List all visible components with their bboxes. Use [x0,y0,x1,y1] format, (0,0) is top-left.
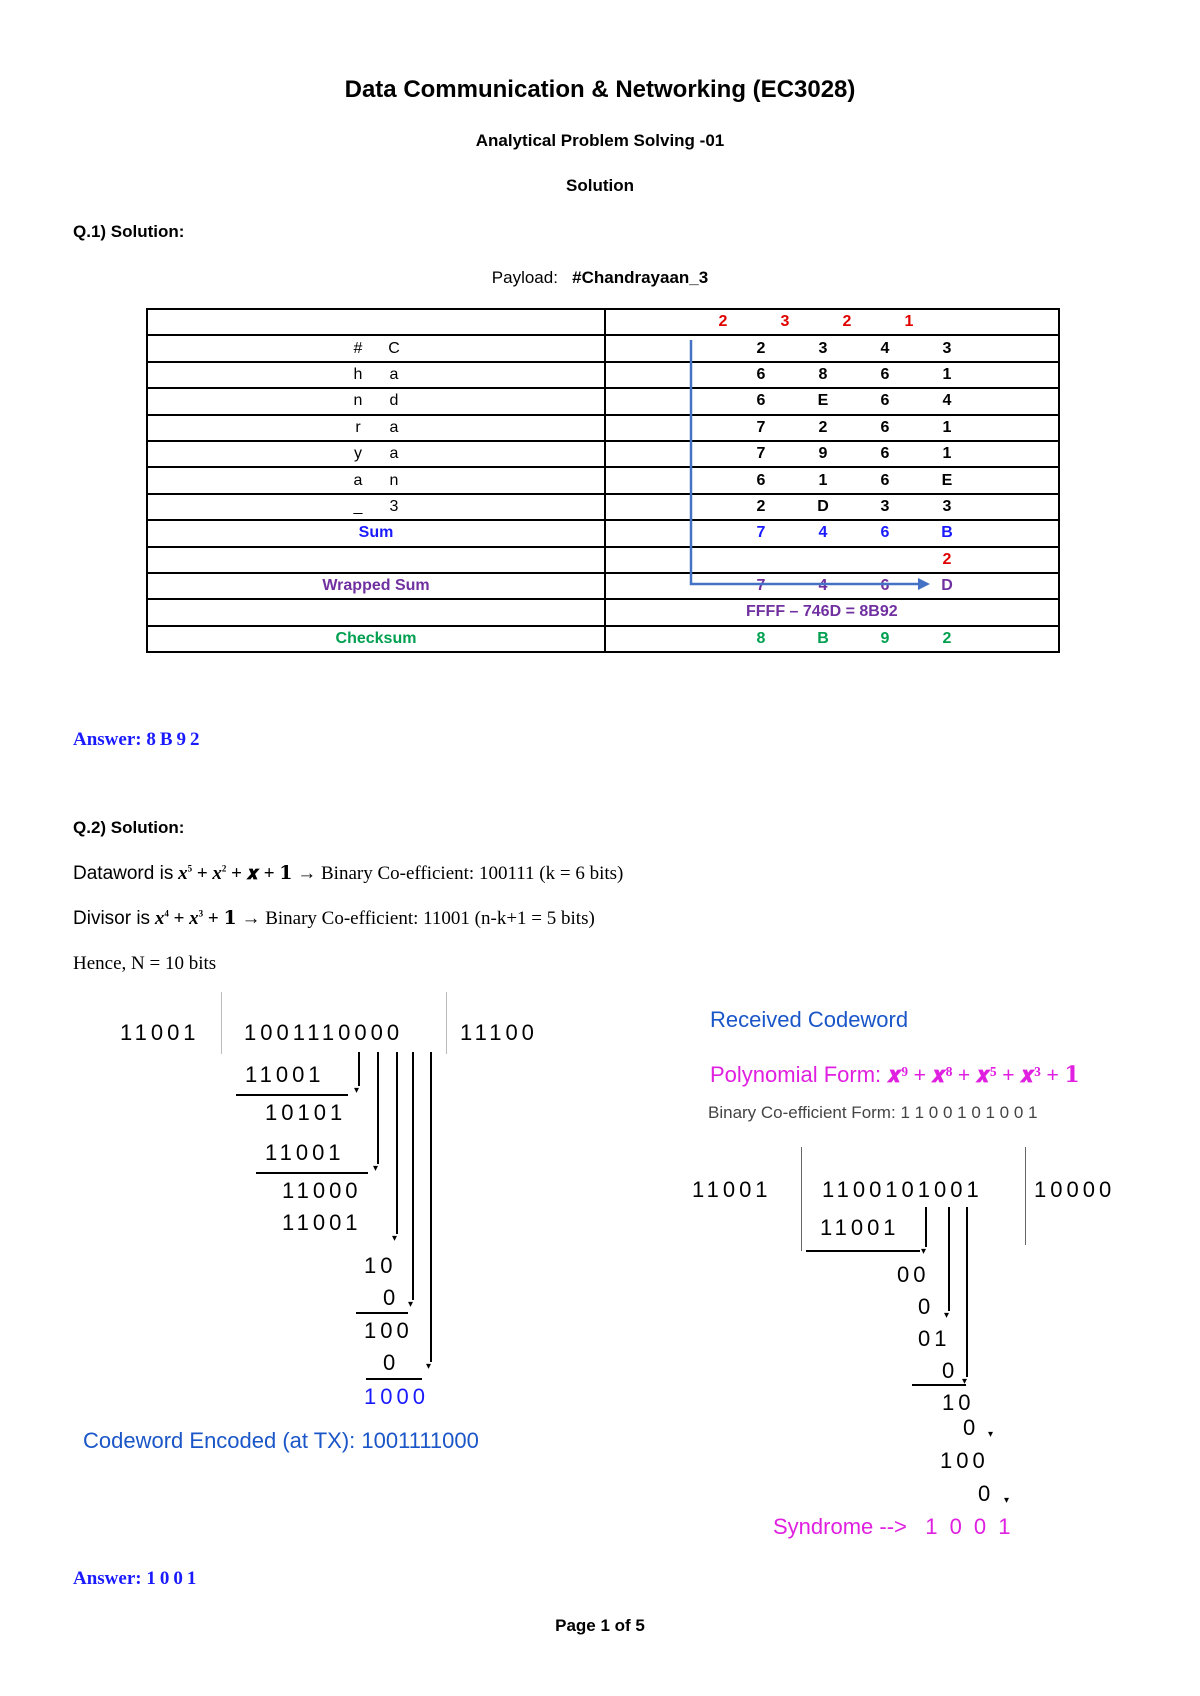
dataword-line: Dataword is $x^5 + x^2$ + 𝒙 + 𝟏 → Binary Co-efficient: 100111 (k = 6 bits) [73,863,624,884]
char-1: y [354,445,362,463]
tx-step: 0 [383,1350,400,1375]
char-1: n [353,392,363,410]
hex-digit: 1 [942,365,952,383]
rx-quotient: 10000 [1034,1177,1116,1202]
char-1: h [353,365,363,383]
rx-step: 0 [963,1415,980,1440]
tx-step: 0 [383,1285,400,1310]
page-number: Page 1 of 5 [555,1616,645,1635]
q1-answer [73,729,204,751]
hex-digit: 3 [942,497,952,515]
char-2: a [389,365,399,383]
tx-step: 11000 [282,1178,362,1203]
q2-heading: Q.2) Solution: [73,818,185,837]
syndrome-label: Syndrome --> [773,1514,907,1539]
rx-step: 11001 [820,1215,900,1240]
hex-digit: 6 [880,577,890,595]
hex-digit: E [817,392,829,410]
q2-answer-label: Answer: [73,1568,142,1589]
carry-digit: 2 [718,313,728,331]
tx-step: 11001 [282,1210,362,1235]
divisor-prefix: Divisor is [73,908,151,929]
hex-digit: 2 [942,629,952,647]
hex-digit: 3 [818,339,828,357]
rx-step: 01 [918,1326,951,1351]
sum-label: Sum [358,524,394,542]
char-2: n [389,471,399,489]
document-subtitle: Analytical Problem Solving -01 [475,131,725,150]
divisor-line: Divisor is $x^4 + x^3$ + 𝟏 → Binary Co-efficient: 11001 (n-k+1 = 5 bits) [73,908,595,929]
hex-digit: 6 [880,418,890,436]
tx-divisor: 11001 [120,1020,200,1045]
dataword-suffix: → Binary Co-efficient: 100111 (k = 6 bits) [297,863,624,884]
hex-digit: 6 [880,471,890,489]
solution-label: Solution [566,176,634,195]
hex-digit: 6 [880,365,890,383]
tx-step: 11001 [245,1062,325,1087]
wrap-carry: 2 [942,550,952,568]
carry-digit: 3 [780,313,790,331]
hex-digit: 8 [818,365,828,383]
char-1: a [353,471,363,489]
hex-digit: 3 [880,497,890,515]
syndrome-value: 1 0 0 1 [925,1514,1014,1539]
hex-digit: E [941,471,953,489]
hex-digit: 2 [756,497,766,515]
hex-digit: 4 [942,392,952,410]
hex-digit: 6 [880,445,890,463]
char-1: _ [353,497,363,515]
hex-digit: 9 [880,629,890,647]
syndrome-line [773,1514,1014,1540]
hex-digit: D [941,577,953,595]
hex-digit: 7 [756,418,766,436]
hex-digit: 4 [880,339,890,357]
hex-digit: 6 [880,524,890,542]
carry-digit: 1 [904,313,914,331]
hex-digit: 6 [756,392,766,410]
rx-binary: Binary Co-efficient Form: 1 1 0 0 1 0 1 0 0 1 [708,1103,1038,1122]
hex-digit: 1 [942,445,952,463]
hex-digit: 4 [818,577,828,595]
hex-digit: 1 [818,471,828,489]
tx-step: 100 [364,1318,413,1343]
hex-digit: D [817,497,829,515]
hex-digit: 6 [756,365,766,383]
rx-step: 0 [918,1294,935,1319]
rx-heading: Received Codeword [710,1007,909,1032]
complement-calc: FFFF – 746D = 8B92 [746,603,898,621]
q2-answer [73,1568,200,1590]
hence-line: Hence, N = 10 bits [73,953,217,974]
dataword-prefix: Dataword is [73,863,174,884]
hex-digit: 7 [756,524,766,542]
char-2: 3 [389,497,399,515]
tx-step: 11001 [265,1140,345,1165]
char-2: a [389,445,399,463]
hex-digit: 1 [942,418,952,436]
q1-heading: Q.1) Solution: [73,222,185,241]
char-1: r [355,418,361,436]
char-2: C [388,339,400,357]
q1-answer-value: 8B92 [146,729,204,750]
hex-digit: 4 [818,524,828,542]
rx-step: 0 [978,1481,995,1506]
payload-label: Payload: [491,268,558,287]
tx-dividend: 1001110000 [244,1020,404,1045]
tx-caption: Codeword Encoded (at TX): 1001111000 [83,1428,479,1453]
checksum-label: Checksum [335,629,417,647]
hex-digit: B [941,524,953,542]
tx-remainder: 1000 [364,1384,429,1409]
q1-answer-label: Answer: [73,729,142,750]
hex-digit: 8 [756,629,766,647]
char-2: a [389,418,399,436]
carry-wrap-arrow [0,0,1200,700]
rx-step: 10 [942,1390,975,1415]
rx-dividend: 1100101001 [822,1177,983,1202]
carry-digit: 2 [842,313,852,331]
hex-digit: 2 [818,418,828,436]
hex-digit: 2 [756,339,766,357]
tx-quotient: 11100 [460,1020,538,1045]
hex-digit: 7 [756,577,766,595]
hex-digit: 6 [880,392,890,410]
wrapped-label: Wrapped Sum [322,577,430,595]
char-2: d [389,392,399,410]
divisor-suffix: → Binary Co-efficient: 11001 (n-k+1 = 5 bits) [241,908,595,929]
hex-digit: 9 [818,445,828,463]
tx-step: 10 [364,1253,397,1278]
hex-digit: B [817,629,829,647]
rx-step: 100 [940,1448,989,1473]
rx-step: 0 [942,1358,959,1383]
document-title: Data Communication & Networking (EC3028) [344,76,856,103]
char-1: # [353,339,363,357]
q2-answer-value: 1001 [146,1568,201,1589]
rx-polynomial: Polynomial Form: 𝒙⁹ + 𝒙⁸ + 𝒙⁵ + 𝒙³ + 𝟏 [710,1062,1080,1087]
payload-value: #Chandrayaan_3 [572,268,709,287]
hex-digit: 6 [756,471,766,489]
hex-digit: 7 [756,445,766,463]
tx-step: 10101 [265,1100,347,1125]
rx-divisor: 11001 [692,1177,772,1202]
hex-digit: 3 [942,339,952,357]
rx-step: 00 [897,1262,930,1287]
